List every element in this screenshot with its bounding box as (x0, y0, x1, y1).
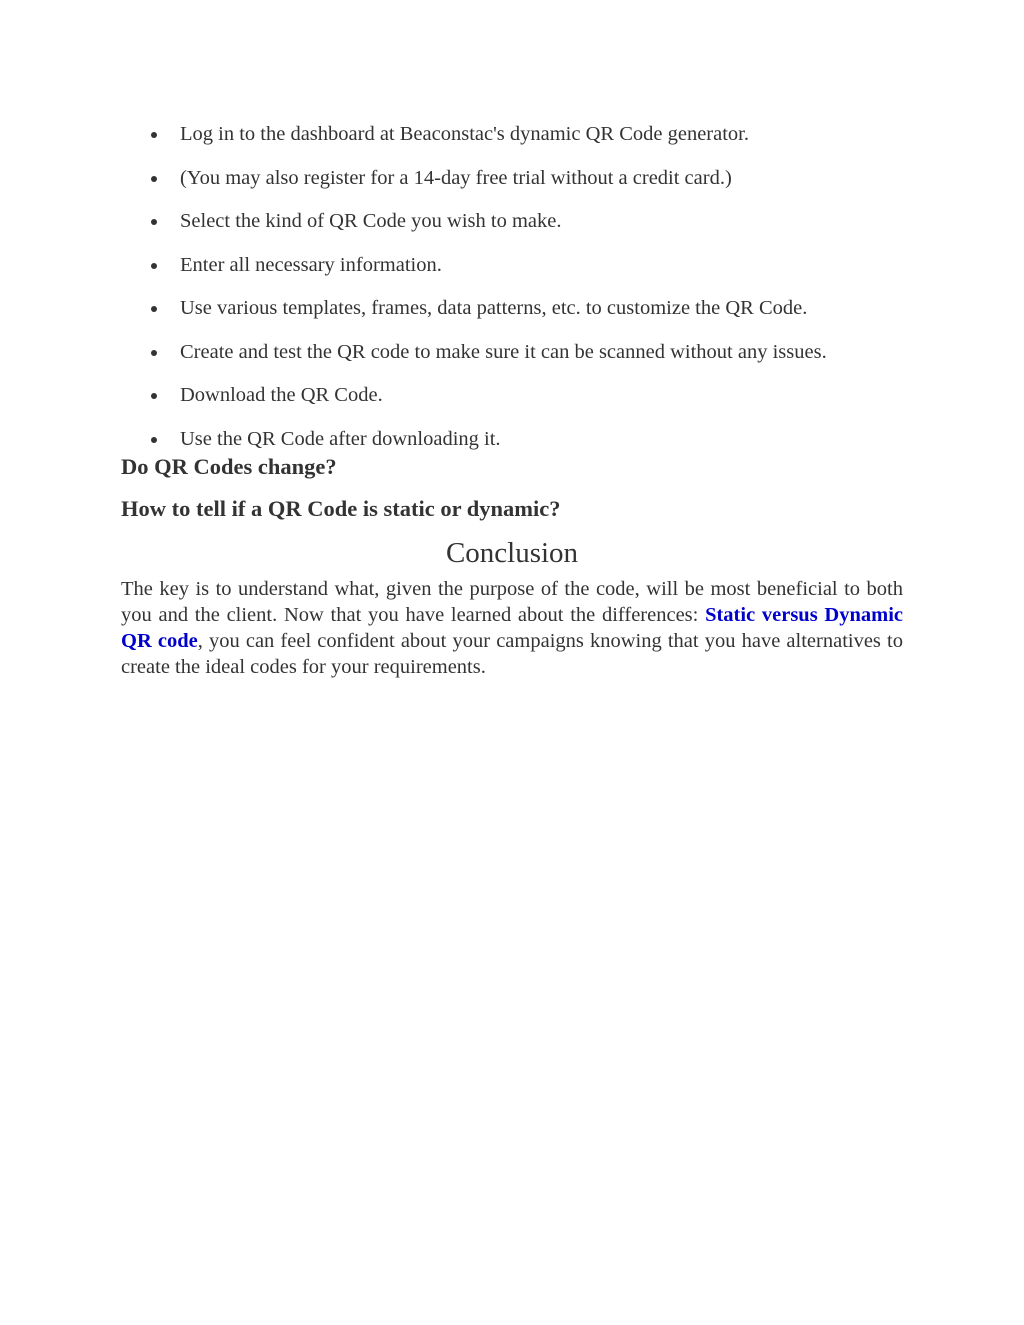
step-text: Create and test the QR code to make sure it can be scanned without any issues. (180, 340, 827, 363)
document-page (121, 118, 903, 680)
steps-list (121, 118, 903, 455)
bullet-icon (151, 219, 157, 225)
bullet-icon (151, 437, 157, 443)
step-text: Enter all necessary information. (180, 253, 442, 276)
bullet-icon (151, 350, 157, 356)
conclusion-text-after: , you can feel confident about your campaigns knowing that you have alternatives to create the ideal codes for your requirements. (121, 630, 903, 678)
step-text: Download the QR Code. (180, 384, 383, 406)
step-text: (You may also register for a 14-day free trial without a credit card.) (180, 166, 732, 189)
list-item (121, 379, 903, 411)
bullet-icon (151, 263, 157, 269)
bullet-icon (151, 306, 157, 312)
list-item (121, 249, 903, 281)
bullet-icon (151, 393, 157, 399)
static-vs-dynamic-link[interactable]: Static versus Dynamic QR code (121, 604, 903, 652)
conclusion-heading: Conclusion (445, 537, 579, 569)
conclusion-paragraph (121, 576, 903, 680)
step-text: Use the QR Code after downloading it. (180, 427, 501, 450)
bullet-icon (151, 176, 157, 182)
list-item (121, 118, 903, 150)
step-text: Select the kind of QR Code you wish to make. (180, 210, 562, 232)
question-heading-static-or-dynamic: How to tell if a QR Code is static or dynamic? (121, 496, 561, 521)
list-item (121, 336, 903, 368)
list-item (121, 423, 903, 455)
conclusion-text-before: The key is to understand what, given the purpose of the code, will be most beneficial to both you and the client. Now that you have learned about the differences: (121, 578, 903, 626)
list-item (121, 162, 903, 194)
step-text: Log in to the dashboard at Beaconstac's dynamic QR Code generator. (180, 123, 749, 145)
question-heading-qr-change: Do QR Codes change? (121, 454, 337, 479)
list-item (121, 292, 903, 324)
bullet-icon (151, 132, 157, 138)
step-text: Use various templates, frames, data patterns, etc. to customize the QR Code. (180, 297, 808, 319)
list-item (121, 205, 903, 237)
